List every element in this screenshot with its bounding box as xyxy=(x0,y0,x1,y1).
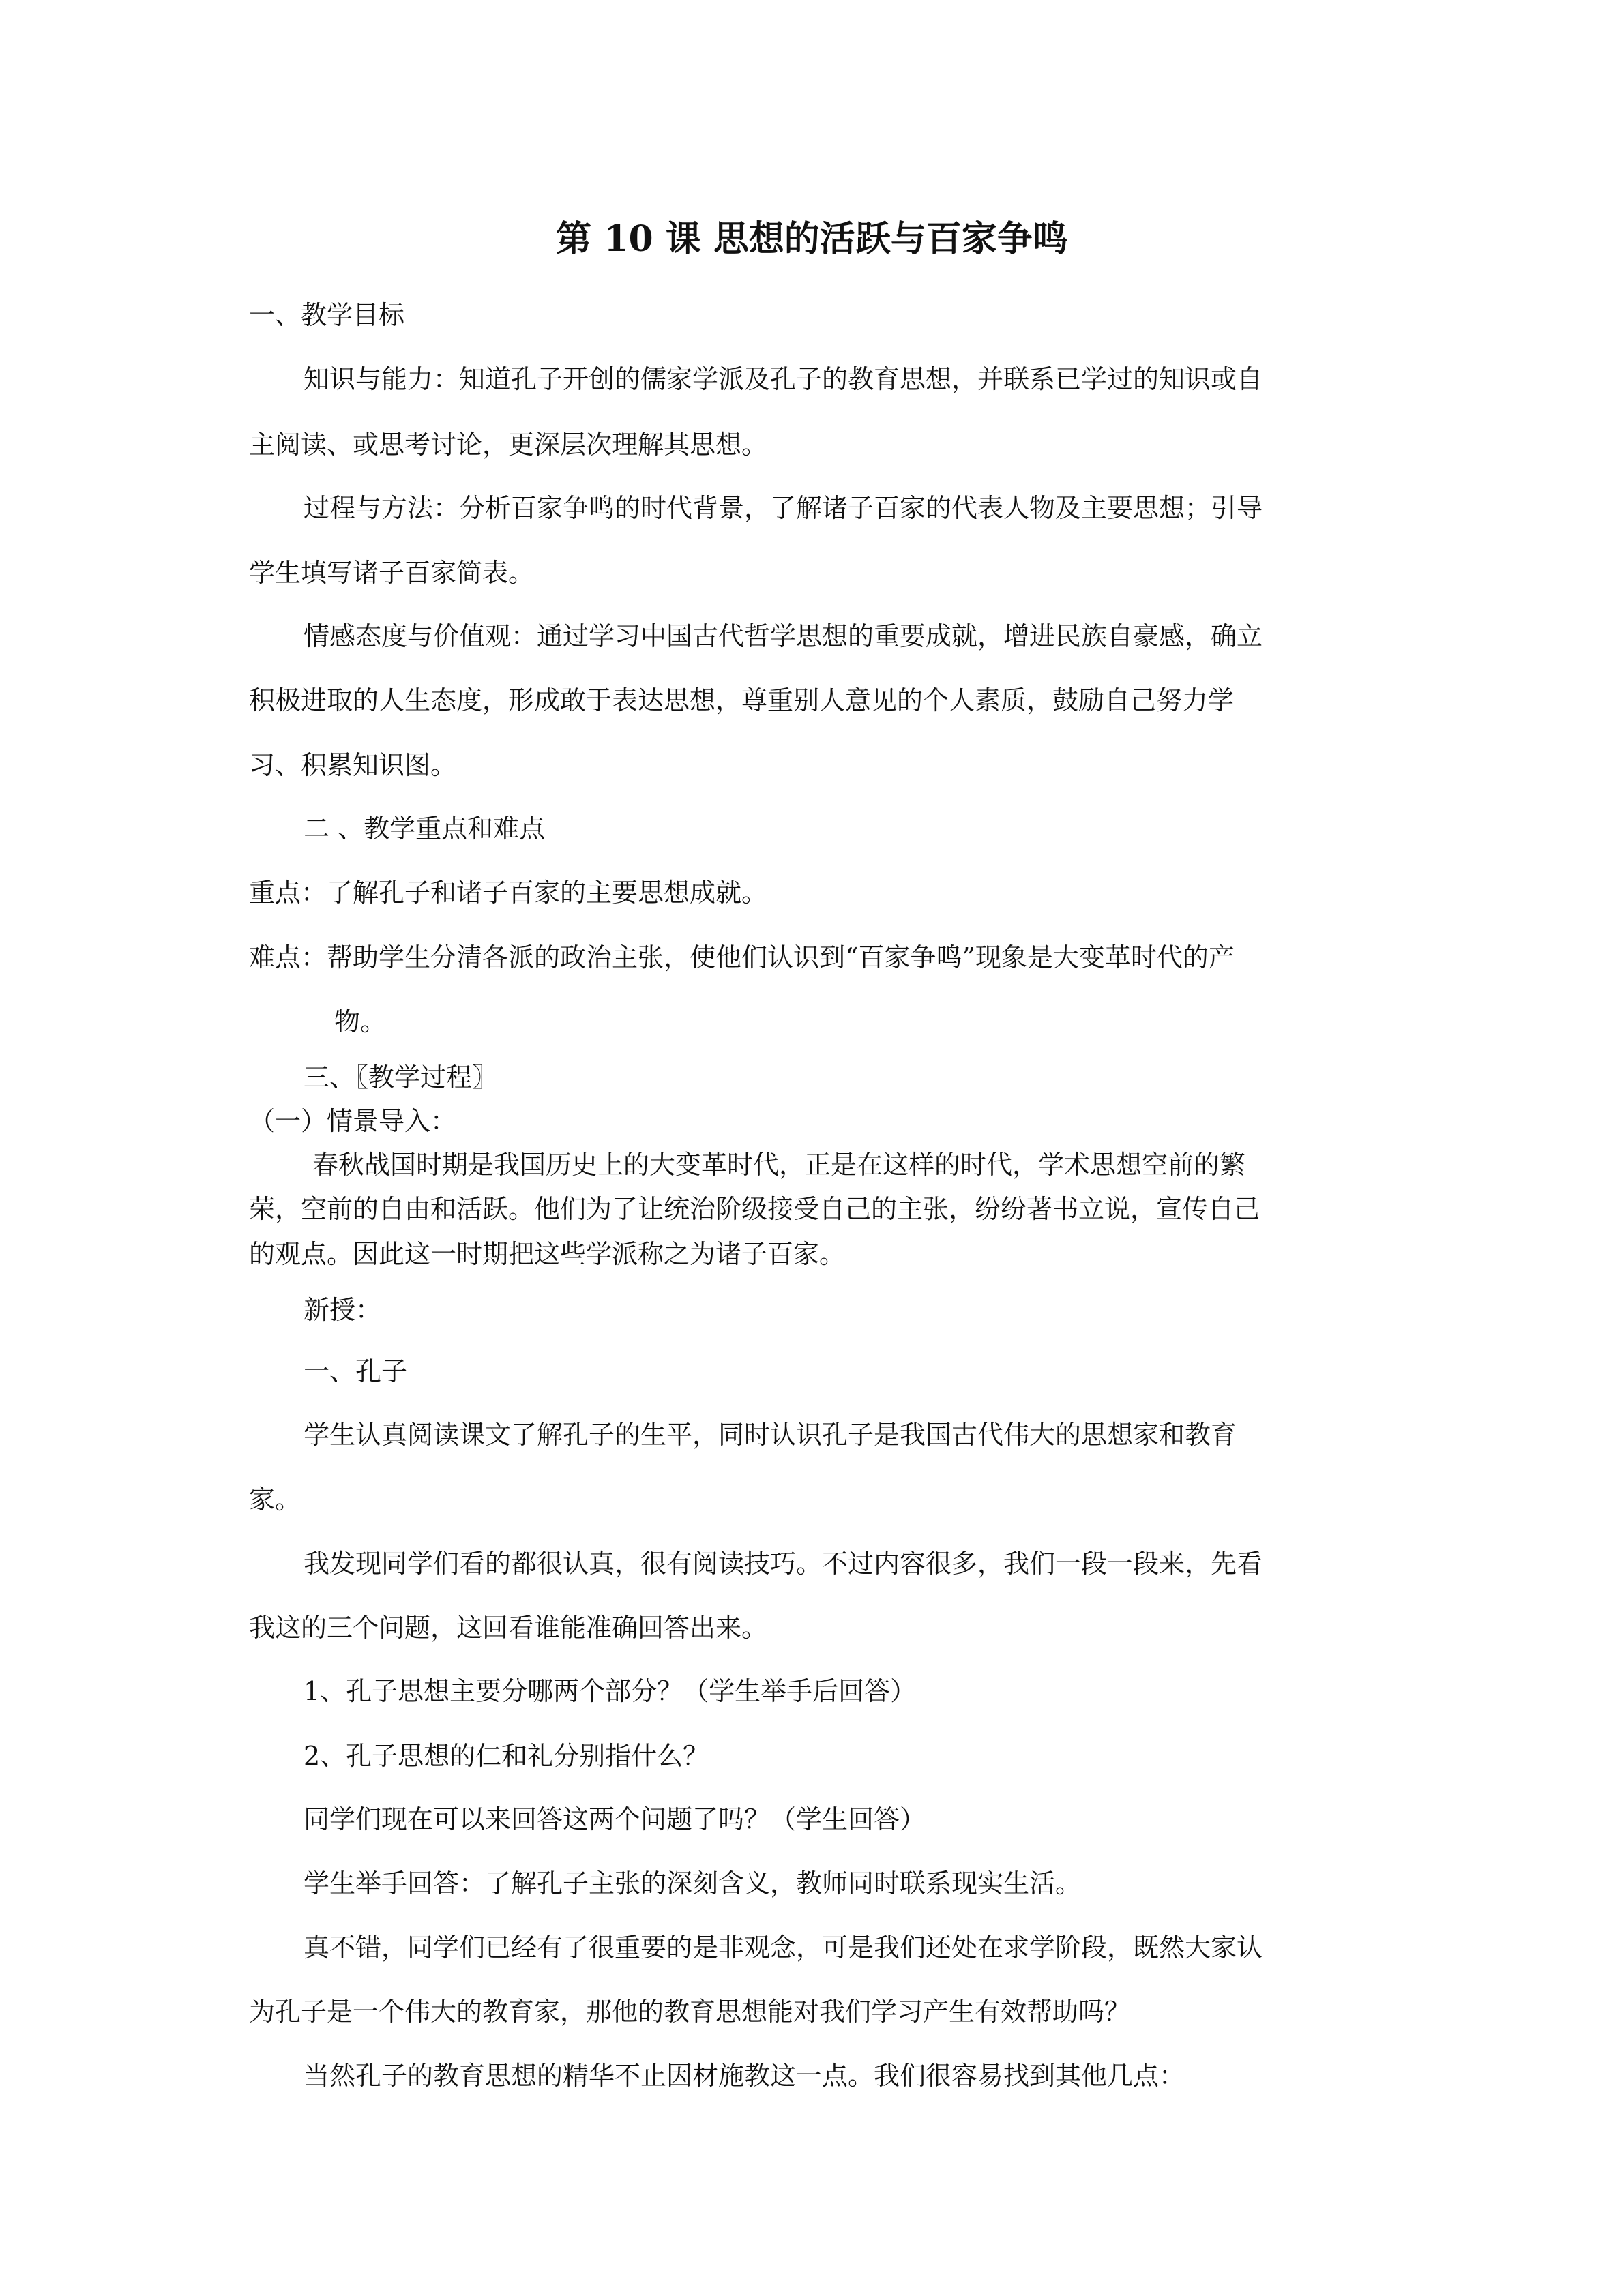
paragraph-line: 学生举手回答：了解孔子主张的深刻含义，教师同时联系现实生活。 xyxy=(304,1868,1082,1898)
question-line: 2、孔子思想的仁和礼分别指什么？ xyxy=(304,1741,709,1771)
paragraph-line: 物。 xyxy=(334,1007,387,1037)
paragraph-line: 我这的三个问题，这回看谁能准确回答出来。 xyxy=(249,1613,768,1643)
paragraph-line: 当然孔子的教育思想的精华不止因材施教这一点。我们很容易找到其他几点： xyxy=(304,2061,1185,2091)
section-heading-objectives: 一、教学目标 xyxy=(249,300,405,330)
paragraph-line: 家。 xyxy=(249,1485,301,1515)
section-heading-process: 三、〖教学过程〗 xyxy=(304,1062,499,1092)
paragraph-line: 新授： xyxy=(304,1295,382,1325)
paragraph-line: 情感态度与价值观：通过学习中国古代哲学思想的重要成就，增进民族自豪感，确立 xyxy=(304,621,1263,651)
paragraph-line: 为孔子是一个伟大的教育家，那他的教育思想能对我们学习产生有效帮助吗？ xyxy=(249,1997,1131,2027)
paragraph-line: 同学们现在可以来回答这两个问题了吗？（学生回答） xyxy=(304,1804,926,1834)
paragraph-line: 过程与方法：分析百家争鸣的时代背景，了解诸子百家的代表人物及主要思想；引导 xyxy=(304,493,1263,523)
paragraph-line: 我发现同学们看的都很认真，很有阅读技巧。不过内容很多，我们一段一段来，先看 xyxy=(304,1549,1263,1579)
paragraph-line: 习、积累知识图。 xyxy=(249,750,457,780)
paragraph-line: 积极进取的人生态度，形成敢于表达思想，尊重别人意见的个人素质，鼓励自己努力学 xyxy=(249,685,1235,715)
paragraph-line: 知识与能力：知道孔子开创的儒家学派及孔子的教育思想，并联系已学过的知识或自 xyxy=(304,364,1263,394)
section-heading-confucius: 一、孔子 xyxy=(304,1356,408,1386)
paragraph-line: 荣，空前的自由和活跃。他们为了让统治阶级接受自己的主张，纷纷著书立说，宣传自己 xyxy=(249,1194,1260,1224)
section-heading-key-points: 二 、教学重点和难点 xyxy=(304,814,546,844)
paragraph-line: 主阅读、或思考讨论，更深层次理解其思想。 xyxy=(249,430,768,460)
paragraph-line: 难点：帮助学生分清各派的政治主张，使他们认识到“百家争鸣”现象是大变革时代的产 xyxy=(249,942,1235,972)
paragraph-line: 重点：了解孔子和诸子百家的主要思想成就。 xyxy=(249,878,768,908)
paragraph-line: 学生填写诸子百家简表。 xyxy=(249,558,535,588)
question-line: 1、孔子思想主要分哪两个部分？（学生举手后回答） xyxy=(304,1676,917,1706)
page-title: 第 10 课 思想的活跃与百家争鸣 xyxy=(556,218,1068,260)
paragraph-line: 的观点。因此这一时期把这些学派称之为诸子百家。 xyxy=(249,1239,846,1269)
paragraph-line: 学生认真阅读课文了解孔子的生平，同时认识孔子是我国古代伟大的思想家和教育 xyxy=(304,1420,1237,1450)
paragraph-line: 春秋战国时期是我国历史上的大变革时代，正是在这样的时代，学术思想空前的繁 xyxy=(312,1150,1246,1180)
subsection-heading: （一）情景导入： xyxy=(249,1106,457,1136)
paragraph-line: 真不错，同学们已经有了很重要的是非观念，可是我们还处在求学阶段，既然大家认 xyxy=(304,1933,1263,1963)
